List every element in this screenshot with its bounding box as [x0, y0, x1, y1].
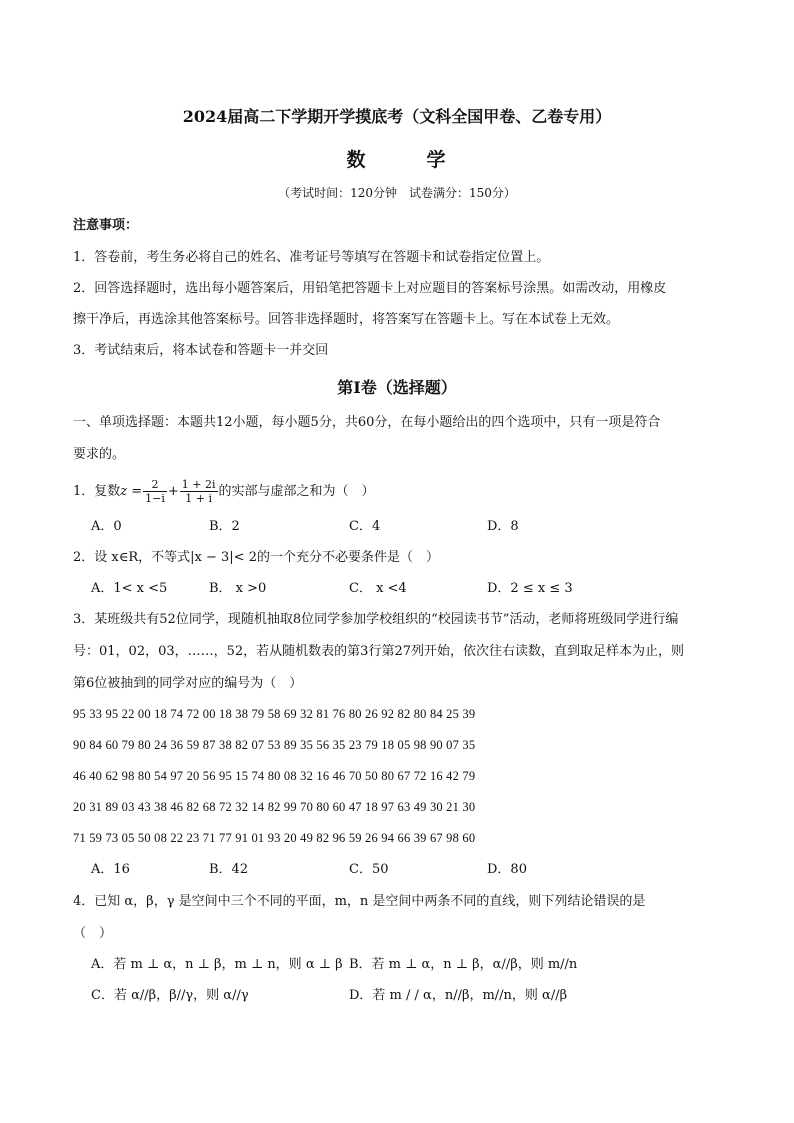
q4-option-b: B．若 m ⊥ α，n ⊥ β，α//β，则 m//n	[349, 957, 578, 972]
question-1-stem	[73, 475, 375, 509]
q1-option-d: D．8	[487, 519, 519, 534]
subject-char-b: 学	[426, 149, 448, 171]
question-2-stem: 2．设 x∈R，不等式|x − 3|< 2的一个充分不必要条件是（ ）	[73, 550, 439, 565]
q1-fraction-2-num: 1 + 2i	[181, 478, 216, 491]
notice-item-1: 1．答卷前，考生务必将自己的姓名、准考证号等填写在答题卡和试卷指定位置上。	[73, 250, 550, 265]
q3-option-c: C．50	[349, 862, 389, 877]
q1-fraction-2-den: 1 + i	[185, 492, 213, 505]
q1-fraction-1-num: 2	[143, 478, 167, 492]
q1-option-c: C．4	[349, 519, 381, 534]
question-4-line-1: 4．已知 α，β，γ 是空间中三个不同的平面，m，n 是空间中两条不同的直线，则下列结论错误的是	[73, 894, 646, 909]
notice-heading: 注意事项：	[73, 218, 139, 233]
exam-info: （考试时间：120分钟 试卷满分：150分）	[278, 186, 516, 200]
random-table-row-1: 95 33 95 22 00 18 74 72 00 18 38 79 58 69 32 81 76 80 26 92 82 80 84 25 39	[73, 707, 476, 721]
section-intro-line-1: 一、单项选择题：本题共12小题，每小题5分，共60分，在每小题给出的四个选项中，只有一项是符合	[73, 415, 661, 430]
question-4-line-2: （ ）	[73, 926, 113, 941]
q1-prefix: 1．复数	[73, 484, 121, 499]
q2-option-d: D．2 ≤ x ≤ 3	[487, 581, 573, 596]
section-title: 第I卷（选择题）	[337, 378, 457, 397]
q1-plus: +	[167, 484, 179, 499]
random-table-row-4: 20 31 89 03 43 38 46 82 68 72 32 14 82 99 70 80 60 47 18 97 63 49 30 21 30	[73, 800, 476, 814]
subject-title	[0, 145, 794, 172]
q1-option-a: A．0	[91, 519, 122, 534]
q2-option-a: A．1< x <5	[91, 581, 168, 596]
q1-fraction-1	[143, 478, 167, 505]
q1-suffix: 的实部与虚部之和为（ ）	[218, 484, 375, 499]
random-table-row-2: 90 84 60 79 80 24 36 59 87 38 82 07 53 89 35 56 35 23 79 18 05 98 90 07 35	[73, 738, 476, 752]
random-table-row-5: 71 59 73 05 50 08 22 23 71 77 91 01 93 20 49 82 96 59 26 94 66 39 67 98 60	[73, 831, 476, 845]
q3-option-a: A．16	[91, 862, 130, 877]
q2-option-b: B． x >0	[209, 581, 267, 596]
notice-item-3: 3．考试结束后，将本试卷和答题卡一并交回	[73, 343, 329, 358]
exam-title: 2024届高二下学期开学摸底考（文科全国甲卷、乙卷专用）	[182, 107, 612, 126]
question-3-line-1: 3．某班级共有52位同学，现随机抽取8位同学参加学校组织的“校园读书节”活动，老师将班级同学进行编	[73, 612, 679, 627]
notice-item-2-line-1: 2．回答选择题时，选出每小题答案后，用铅笔把答题卡上对应题目的答案标号涂黑。如需改动，用橡皮	[73, 281, 667, 296]
q4-option-a: A．若 m ⊥ α，n ⊥ β，m ⊥ n，则 α ⊥ β	[91, 957, 343, 972]
q4-option-d: D．若 m / / α，n//β，m//n，则 α//β	[349, 988, 568, 1003]
subject-char-a: 数	[346, 149, 368, 171]
q1-z: z =	[120, 484, 143, 499]
q3-option-d: D．80	[487, 862, 527, 877]
question-3-line-2: 号：01，02，03，……，52，若从随机数表的第3行第27列开始，依次往右读数，直到取足样本为止，则	[73, 644, 684, 659]
q2-option-c: C． x <4	[349, 581, 407, 596]
q3-option-b: B．42	[209, 862, 249, 877]
q1-option-b: B．2	[209, 519, 240, 534]
q1-fraction-2	[180, 478, 218, 505]
notice-item-2-line-2: 擦干净后，再选涂其他答案标号。回答非选择题时，将答案写在答题卡上。写在本试卷上无效。	[73, 312, 620, 327]
random-table-row-3: 46 40 62 98 80 54 97 20 56 95 15 74 80 08 32 16 46 70 50 80 67 72 16 42 79	[73, 769, 476, 783]
q4-option-c: C．若 α//β，β//γ，则 α//γ	[91, 988, 249, 1003]
q1-fraction-1-den: 1−i	[145, 492, 165, 505]
question-3-line-3: 第6位被抽到的同学对应的编号为（ ）	[73, 676, 303, 691]
section-intro-line-2: 要求的。	[73, 447, 126, 462]
